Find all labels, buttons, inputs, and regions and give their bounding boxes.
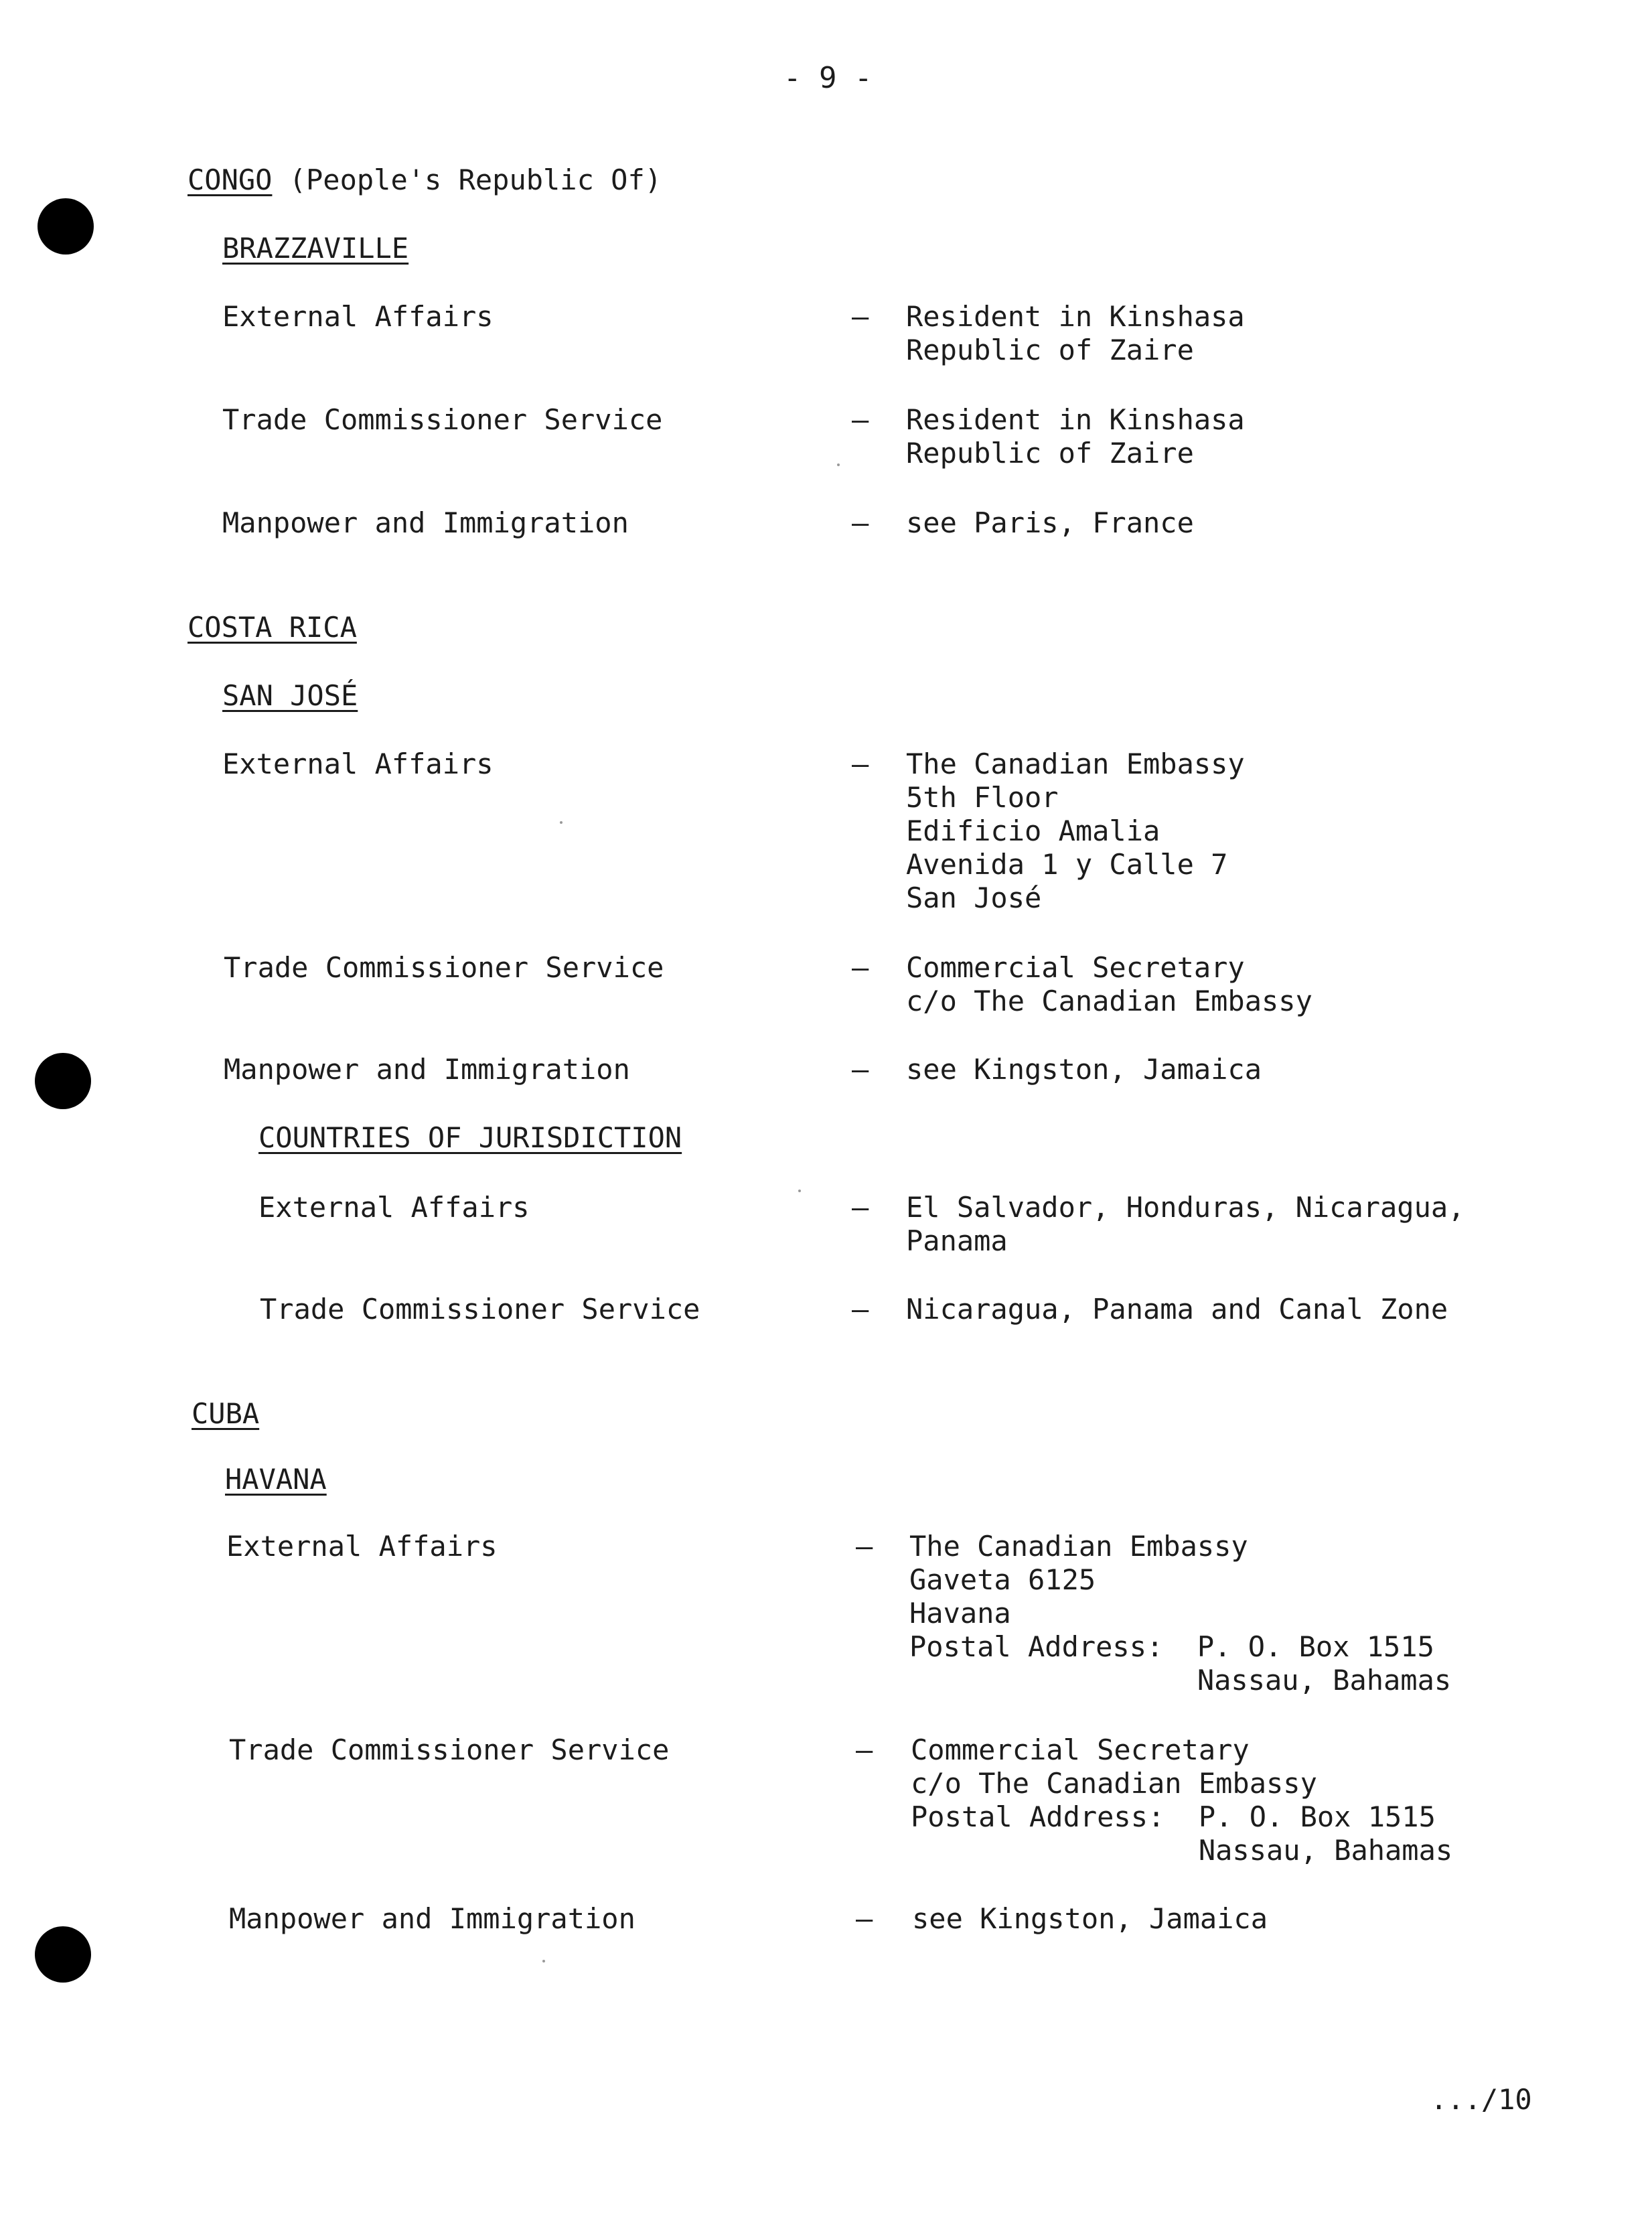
dash: – — [852, 951, 869, 984]
dash: – — [852, 1293, 869, 1326]
country-name: CUBA — [192, 1397, 260, 1430]
dash: – — [852, 1053, 869, 1086]
entry-label: External Affairs — [222, 747, 494, 780]
entry-label: Manpower and Immigration — [222, 506, 629, 539]
scan-speck — [798, 1190, 801, 1192]
entry-value: see Kingston, Jamaica — [906, 1053, 1262, 1086]
dash: – — [852, 300, 869, 333]
entry-value: Nicaragua, Panama and Canal Zone — [906, 1293, 1448, 1326]
city-heading: BRAZZAVILLE — [222, 232, 409, 265]
dash: – — [852, 506, 869, 539]
entry-value: The Canadian Embassy Gaveta 6125 Havana Postal Address: P. O. Box 1515 Nassau, Bahamas — [909, 1530, 1452, 1697]
entry-value: El Salvador, Honduras, Nicaragua, Panama — [906, 1191, 1465, 1257]
dash: – — [852, 747, 869, 780]
dash: – — [856, 1733, 873, 1766]
page-number: - 9 - — [783, 61, 873, 95]
dash: – — [852, 403, 869, 436]
entry-label: External Affairs — [258, 1191, 530, 1224]
punch-hole — [35, 1053, 91, 1109]
country-name: CONGO — [187, 163, 273, 196]
entry-label: Manpower and Immigration — [224, 1053, 630, 1086]
entry-label: Trade Commissioner Service — [222, 403, 663, 436]
continuation-marker: .../10 — [1430, 2083, 1532, 2116]
dash: – — [856, 1530, 873, 1563]
entry-label: External Affairs — [222, 300, 494, 333]
entry-label: Trade Commissioner Service — [260, 1293, 700, 1326]
entry-value: The Canadian Embassy 5th Floor Edificio Amalia Avenida 1 y Calle 7 San José — [906, 747, 1245, 914]
country-suffix: (People's Republic Of) — [272, 163, 662, 196]
scan-speck — [542, 1960, 545, 1962]
entry-label: External Affairs — [226, 1530, 498, 1563]
entry-label: Trade Commissioner Service — [229, 1733, 670, 1766]
city-heading: SAN JOSÉ — [222, 679, 358, 712]
punch-hole — [35, 1926, 91, 1983]
entry-value: see Paris, France — [906, 506, 1194, 539]
scan-speck — [837, 463, 840, 466]
jurisdiction-heading: COUNTRIES OF JURISDICTION — [258, 1121, 682, 1154]
city-heading: HAVANA — [225, 1463, 327, 1496]
scan-speck — [560, 821, 562, 824]
country-heading — [187, 163, 662, 197]
entry-value: Resident in Kinshasa Republic of Zaire — [906, 403, 1245, 470]
punch-hole — [37, 198, 94, 255]
entry-label: Manpower and Immigration — [229, 1902, 635, 1935]
country-name: COSTA RICA — [187, 611, 357, 644]
entry-value: Commercial Secretary c/o The Canadian Embassy Postal Address: P. O. Box 1515 Nassau, Bahamas — [911, 1733, 1453, 1867]
dash: – — [856, 1902, 873, 1935]
dash: – — [852, 1191, 869, 1224]
entry-value: Commercial Secretary c/o The Canadian Embassy — [906, 951, 1312, 1017]
entry-value: see Kingston, Jamaica — [912, 1902, 1268, 1935]
entry-value: Resident in Kinshasa Republic of Zaire — [906, 300, 1245, 366]
entry-label: Trade Commissioner Service — [224, 951, 664, 984]
